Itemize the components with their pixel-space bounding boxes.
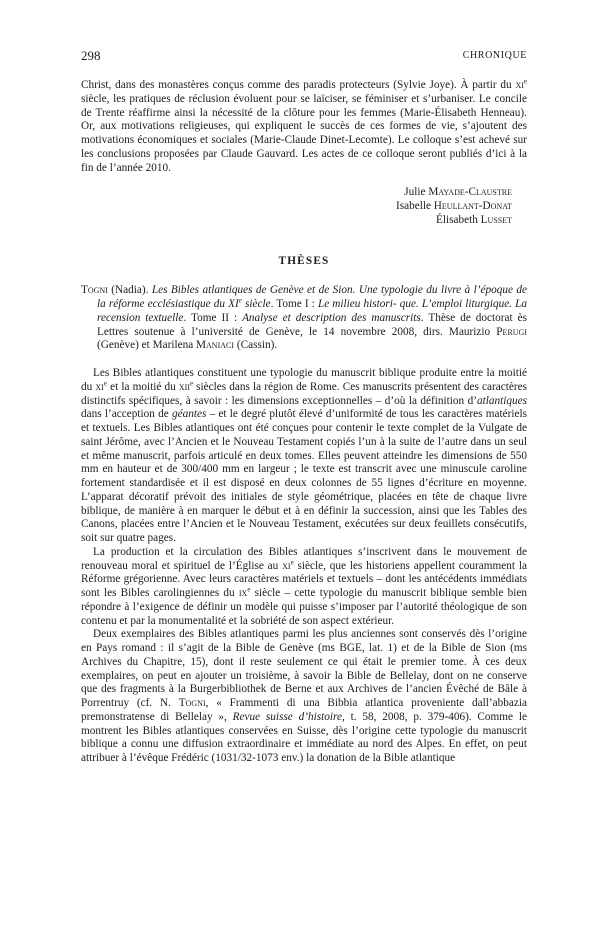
intro-paragraph: Christ, dans des monastères conçus comme des paradis protecteurs (Sylvie Joye). À partir du $xi^e$ siècle, les pratiques de réclusion évoluent pour se laïciser, se féminiser et s’urbaniser. Le concile de Trente réaffirme ainsi la nécessité de la clôture pour les femmes (Marie-Élisabeth Henneau). Or, aux motivations religieuses, qui expliquent le succès de ces formes de vie, s’ajoutent des motivations économiques et sociales (Marie-Claude Dinet-Lecomte). Le colloque s’est achevé sur les conclusions proposées par Claude Gauvard. Les actes de ce colloque seront publiés d’ici à la fin de l’année 2010. [81, 77, 527, 174]
page-number: 298 [81, 48, 101, 63]
document-page [81, 48, 527, 766]
thesis-bibliographic-entry: Togni (Nadia). Les Bibles atlantiques de Genève et de Sion. Une typologie du livre à l’époque de la réforme ecclésiastique du XIe siècle. Tome I : Le milieu histori- que. L’emploi liturgique. La recension textuelle. Tome II : Analyse et description des manuscrits. Thèse de doctorat ès Lettres soutenue à l’université de Genève, le 14 novembre 2008, dirs. Maurizio Perugi (Genève) et Marilena Maniaci (Cassin). [81, 284, 528, 352]
body-paragraph: Les Bibles atlantiques constituent une typologie du manuscrit biblique produite entre la moitié du $xi^e$ et la moitié du xii$^e$ siècles dans la région de Rome. Ces manuscrits présentent des caractères distinctifs spécifiques, à savoir : les dimensions exceptionnelles – d’où la définition d’atlantiques dans l’acception de géantes – et le degré plutôt élevé d’uniformité de tous les caractères matériels et textuels. Les Bibles atlantiques ont été conçues pour contenir le texte complet de la Vulgate de saint Jérôme, avec l’Ancien et le Nouveau Testament copiés l’un à la suite de l’autre dans un seul et même manuscrit, parfois articulé en deux tomes. Elles peuvent atteindre les dimensions de 550 mm en hauteur et de 300/400 mm en largeur ; le texte est transcrit avec une minuscule caroline fortement standardisée et il est disposé en deux colonnes de 55 lignes d’écriture en moyenne. L’apparat décoratif prévoit des initiales de style géométrique, placées en tête de chaque livre biblique, de manière à en marquer le début et à en définir la succession, ainsi que les Tables des Canons, placées entre l’Ancien et le Nouveau Testament, exécutées sur deux feuillets consécutifs, soit sur quatre pages. [81, 367, 528, 544]
section-title: THÈSES [278, 255, 330, 268]
signature-line: Isabelle Heullant-Donat [395, 200, 512, 213]
running-title: CHRONIQUE [462, 50, 527, 61]
page-header [81, 48, 527, 66]
body-paragraph: Deux exemplaires des Bibles atlantiques parmi les plus anciennes sont conservés dès l’origine en Pays romand : il s’agit de la Bible de Genève (ms BGE, lat. 1) et de la Bible de Sion (ms Archives du Chapitre, 15), dont il reste seulement ce qui était le premier tome. À ces deux exemplaires, on peut en ajouter un troisième, à savoir la Bible de Bellelay, dont on ne conserve que des fragments à la Burgerbibliothek de Berne et aux Archives de l’ancien Évêché de Bâle à Porrentruy (cf. N. Togni, « Frammenti di una Bibbia atlantica proveniente dall’abbazia premonstratense di Bellelay », Revue suisse d’histoire, t. 58, 2008, p. 379-406). Comme le montrent les Bibles atlantiques conservées en Suisse, dès l’origine cette typologie du manuscrit biblique a connu une diffusion extraordinaire et immédiate au nord des Alpes. En effet, on peut attribuer à l’évêque Frédéric (1031/32-1073 env.) la donation de la Bible atlantique [81, 628, 527, 764]
signature-line: Élisabeth Lusset [435, 214, 512, 227]
body-paragraph: La production et la circulation des Bibles atlantiques s’inscrivent dans le mouvement de renouveau moral et spirituel de l’Église au $xi^e$ siècle, que les historiens appellent couramment la Réforme grégorienne. Avec leurs caractères matériels et textuels – dont les antécédents immédiats sont les Bibles carolingiennes du $ix^e$ siècle – cette typologie du manuscrit biblique semble bien répondre à l’exigence de définir un modèle qui puisse s’imposer par l’autorité théologique de son contenu et par la monumentalité et la sobriété de son aspect extérieur. [81, 545, 527, 627]
signature-block [81, 185, 512, 227]
thesis-summary [81, 367, 527, 766]
signature-line: Julie Mayade-Claustre [404, 186, 512, 199]
